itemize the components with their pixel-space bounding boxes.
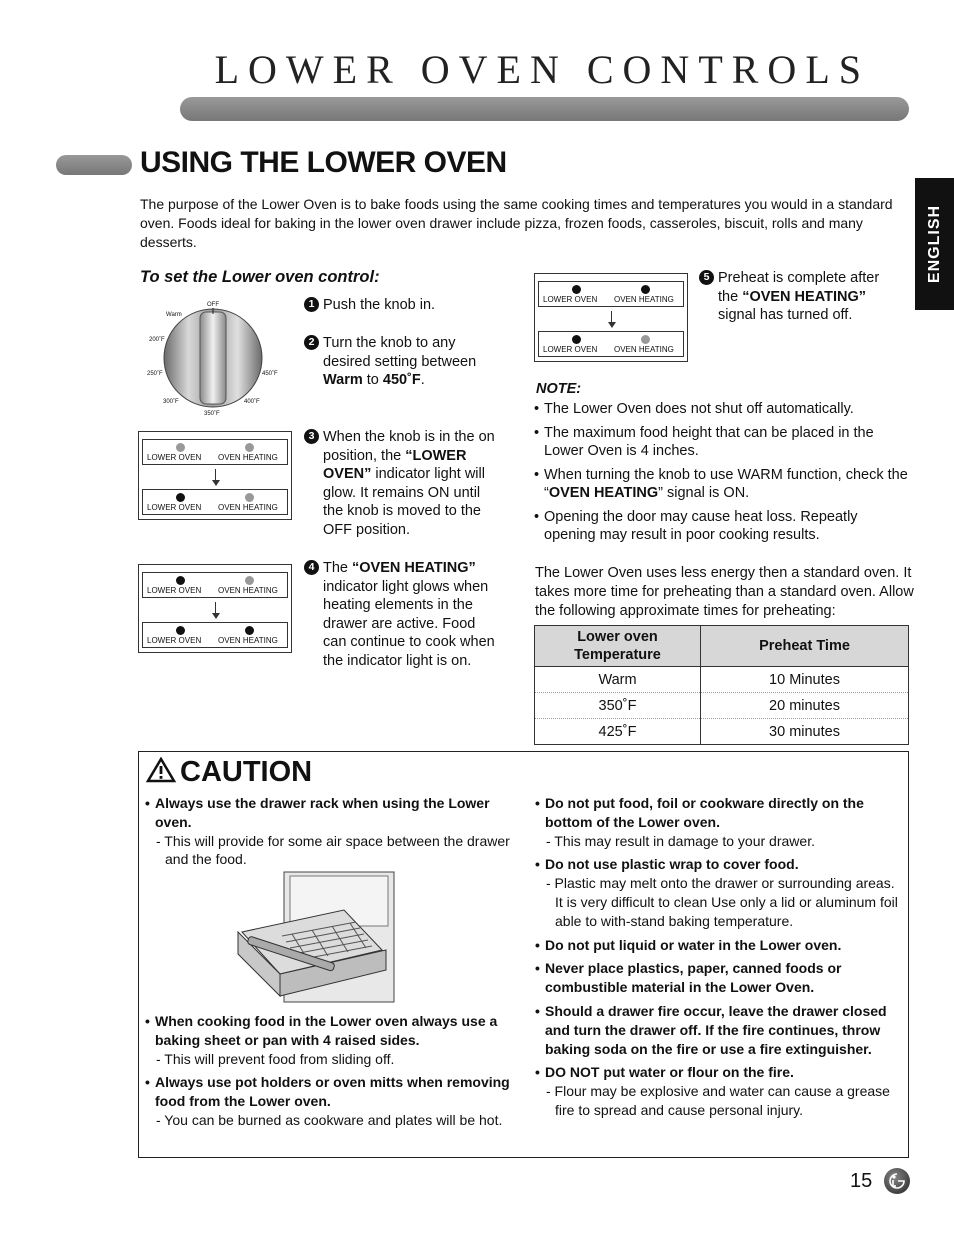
step-text: OFF position. [323,521,411,538]
note-item: • Opening the door may cause heat loss. Repeatly opening may result in poor cooking results. [534,508,909,545]
step-text: . [420,372,425,388]
step-text: desired setting between [323,353,477,370]
knob-label-350: 350˚F [204,411,220,417]
step-text: can continue to cook when [323,634,495,650]
caution-heading [146,756,312,791]
table-cell: 10 Minutes [701,667,909,693]
knob-label-450: 450˚F [262,371,278,377]
indicator-label-heating: OVEN HEATING [218,453,278,462]
step-text: heating elements in the [323,597,473,613]
step-number: 3 [304,429,319,444]
knob-label-250: 250˚F [147,371,163,377]
note-text: When turning the knob to use WARM function, check the “ [544,466,908,501]
step-bold: Warm [323,372,363,388]
step-number: 1 [304,297,319,312]
step-text: glow. It remains ON until [323,484,481,501]
step-text: indicator light will [371,466,485,482]
table-cell: 425˚F [535,719,701,745]
indicator-label-lower: LOWER OVEN [147,453,202,462]
page-number: 15 [850,1170,873,1192]
step-text: The [323,560,353,576]
step-text: Preheat is complete after [718,270,880,286]
caution-item: • Should a drawer fire occur, leave the drawer closed and turn the drawer off. If the fire continues, throw baking soda on the fire or use a fire extinguisher. [535,1002,903,1058]
step-bold: “OVEN HEATING” [352,560,476,576]
caution-left-column [145,794,515,869]
table-row [535,667,909,693]
caution-detail: - This may result in damage to your drawer. [546,832,815,849]
indicator-label-heating: OVEN HEATING [614,345,674,354]
oven-knob-illustration [140,298,290,420]
indicator-label-heating: OVEN HEATING [218,586,278,595]
note-text: ” signal is ON. [658,485,750,501]
table-cell: 350˚F [535,693,701,719]
step-bold: “OVEN HEATING” [742,288,866,305]
caution-detail: - This will prevent food from sliding off. [156,1050,395,1067]
indicator-label-lower: LOWER OVEN [147,586,202,595]
note-bold: OVEN HEATING [548,485,659,501]
page-title: LOWER OVEN CONTROLS [214,47,870,92]
step-text: drawer are active. Food [323,615,476,632]
step-text: the indicator light is on. [323,652,472,669]
step-text: Push the knob in. [323,297,436,313]
step-text: to [362,372,383,388]
step-text: position, the [323,447,406,464]
caution-right-column [535,794,903,1120]
note-list [534,400,909,550]
caution-item: • Always use the drawer rack when using the Lower oven. [145,794,515,832]
indicator-label-heating: OVEN HEATING [218,503,278,512]
caution-left-column-2 [145,1012,515,1130]
indicator-label-heating: OVEN HEATING [218,636,278,645]
control-subhead: To set the Lower oven control: [140,268,380,286]
knob-label-300: 300˚F [163,399,179,405]
step-number: 4 [304,560,319,575]
caution-item: • Never place plastics, paper, canned foods or combustible material in the Lower Oven. [535,959,903,997]
caution-detail: - Flour may be explosive and water can cause a grease fire to spread and cause personal injury. [546,1083,890,1118]
step-text: indicator light glows when [323,578,489,595]
step-text: Turn the knob to any [323,335,456,351]
step-number: 5 [699,270,714,285]
step-number: 2 [304,335,319,350]
step-4 [304,559,519,674]
caution-item: • Do not put food, foil or cookware directly on the bottom of the Lower oven. [535,794,903,832]
knob-label-off: OFF [207,302,219,308]
caution-detail: - This will provide for some air space between the drawer and the food. [156,832,510,868]
caution-title: CAUTION [180,756,313,788]
caution-item: • Do not put liquid or water in the Lower oven. [535,936,903,955]
step-2 [304,334,519,394]
indicator-label-lower: LOWER OVEN [543,345,598,354]
indicator-label-lower: LOWER OVEN [543,295,598,304]
step-text: When the knob is in the on [323,429,495,445]
knob-label-200: 200˚F [149,337,165,343]
note-title: NOTE: [536,381,582,397]
section-title: USING THE LOWER OVEN [140,146,507,179]
table-header: Preheat Time [701,626,909,667]
caution-detail: - Plastic may melt onto the drawer or surrounding areas. It is very difficult to clean Use only a lid or aluminum foil able to with-stand baking temperature. [546,875,898,929]
step-bold: OVEN” [323,466,372,482]
note-item: • The maximum food height that can be placed in the Lower Oven is 4 inches. [534,424,909,461]
drawer-illustration [232,870,404,1006]
step-5 [699,269,909,329]
step-bold: “LOWER [405,447,467,464]
step-bold: 450˚F [382,372,421,388]
preheat-table [534,625,909,745]
table-row [535,719,909,745]
caution-detail: - You can be burned as cookware and plates will be hot. [156,1111,503,1128]
caution-item: • Do not use plastic wrap to cover food. [535,855,903,874]
indicator-panel-step3 [138,431,292,520]
indicator-panel-step4 [138,564,292,653]
table-header: Lower oven Temperature [535,626,701,667]
step-1 [304,296,519,316]
note-item: • The Lower Oven does not shut off automatically. [534,400,909,419]
step-3 [304,428,519,543]
knob-label-400: 400˚F [244,399,260,405]
warning-triangle-icon [146,757,176,791]
indicator-label-lower: LOWER OVEN [147,636,202,645]
table-cell: 30 minutes [701,719,909,745]
caution-item: • When cooking food in the Lower oven always use a baking sheet or pan with 4 raised sides. [145,1012,515,1050]
indicator-label-heating: OVEN HEATING [614,295,674,304]
caution-item: • Always use pot holders or oven mitts when removing food from the Lower oven. [145,1073,515,1111]
step-text: signal has turned off. [718,307,853,323]
note-item [534,466,909,503]
caution-item: • DO NOT put water or flour on the fire. [535,1063,903,1082]
intro-paragraph: The purpose of the Lower Oven is to bake foods using the same cooking times and temperatures you would in a standard oven. Foods ideal for baking in the lower oven drawer include pizza, frozen foods, casseroles, biscuit, rolls and many desserts. [140,196,893,250]
indicator-panel-step5 [534,273,688,362]
table-cell: 20 minutes [701,693,909,719]
energy-paragraph: The Lower Oven uses less energy then a standard oven. It takes more time for preheating than a standard oven. Allow the following approximate times for preheating: [535,565,914,619]
language-tab [915,178,954,310]
indicator-label-lower: LOWER OVEN [147,503,202,512]
table-row [535,693,909,719]
section-pill [56,155,132,175]
step-text: the knob is moved to the [323,503,481,519]
step-text: the [718,288,743,305]
lg-logo-icon [884,1168,910,1194]
table-cell: Warm [535,667,701,693]
language-tab-label: ENGLISH [925,204,943,284]
title-bar [180,97,909,121]
knob-label-warm: Warm [166,312,182,318]
